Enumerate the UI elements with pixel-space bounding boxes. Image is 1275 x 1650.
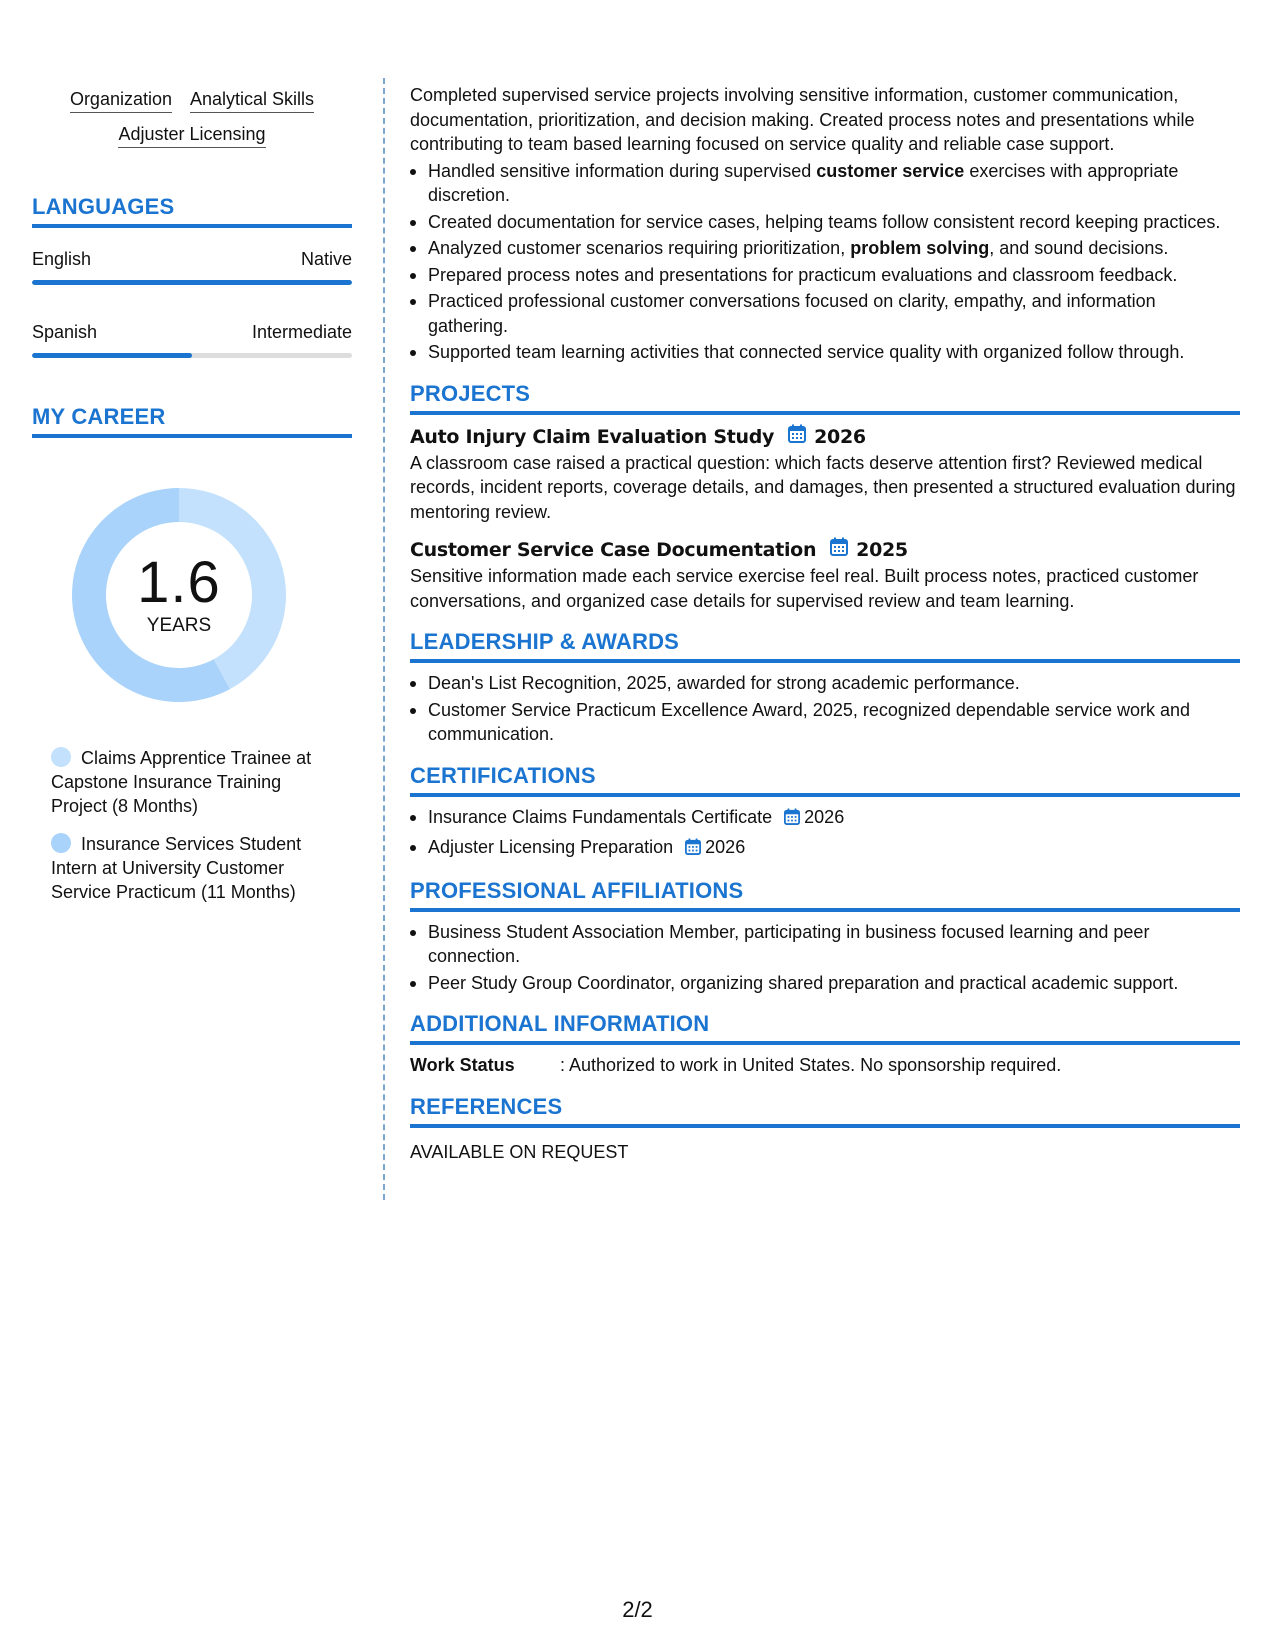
references-text: AVAILABLE ON REQUEST — [410, 1141, 629, 1162]
calendar-icon — [788, 423, 806, 451]
column-divider — [383, 78, 385, 1200]
calendar-icon — [830, 536, 848, 564]
certifications-section — [410, 761, 1240, 862]
career-legend-item — [51, 746, 332, 818]
project-description: Sensitive information made each service exercise feel real. Built process notes, practiced customer conversations, and organized case details for supervised review and team learning. — [410, 566, 1199, 611]
leadership-section — [410, 627, 1240, 747]
language-proficiency-fill — [32, 353, 192, 358]
certifications-heading: CERTIFICATIONS — [410, 761, 1240, 797]
career-total-value: 1.6 — [137, 550, 221, 615]
experience-bullets — [410, 159, 1240, 365]
bullet-text: Prepared process notes and presentations for practicum evaluations and classroom feedback. — [428, 264, 1178, 285]
projects-section — [410, 379, 1240, 614]
experience-bullet — [410, 210, 1240, 235]
leadership-item: Dean's List Recognition, 2025, awarded for strong academic performance. — [410, 671, 1240, 696]
languages-section — [32, 192, 352, 358]
bullet-text: , and sound decisions. — [989, 238, 1169, 258]
language-item — [32, 321, 352, 358]
affiliation-item: Business Student Association Member, participating in business focused learning and peer connection. — [410, 920, 1240, 969]
calendar-icon — [685, 837, 701, 862]
bullet-keyword: problem solving — [850, 238, 990, 258]
career-legend — [32, 746, 332, 904]
left-column — [32, 80, 352, 918]
language-level: Intermediate — [251, 322, 352, 342]
bullet-text: Supported team learning activities that connected service quality with organized follow through. — [428, 342, 1185, 362]
career-legend-text: Insurance Services Student Intern at University Customer Service Practicum (11 Months) — [51, 834, 302, 902]
page-number: 2/2 — [622, 1597, 653, 1622]
career-total-unit: YEARS — [146, 615, 212, 636]
language-proficiency-bar — [32, 353, 352, 358]
language-proficiency-bar — [32, 280, 352, 285]
certification-year: 2026 — [804, 806, 845, 827]
work-status-label: Work Status — [410, 1055, 515, 1075]
legend-dot-icon — [51, 747, 71, 767]
language-item — [32, 248, 352, 285]
skill-tag: Analytical Skills — [190, 88, 314, 113]
certification-name: Insurance Claims Fundamentals Certificate — [428, 806, 773, 827]
project-item — [410, 536, 1240, 613]
bullet-text: Handled sensitive information during supervised — [428, 160, 817, 181]
affiliations-heading: PROFESSIONAL AFFILIATIONS — [410, 876, 1240, 912]
project-name: Customer Service Case Documentation — [410, 539, 817, 561]
leadership-list — [410, 671, 1240, 747]
leadership-heading: LEADERSHIP & AWARDS — [410, 627, 1240, 663]
additional-info-heading: ADDITIONAL INFORMATION — [410, 1009, 1240, 1045]
career-section — [32, 402, 352, 904]
experience-bullet — [410, 340, 1240, 365]
leadership-item: Customer Service Practicum Excellence Award, 2025, recognized dependable service work and communication. — [410, 698, 1240, 747]
experience-bullet — [410, 263, 1240, 288]
affiliations-section — [410, 876, 1240, 996]
project-year: 2025 — [856, 539, 908, 561]
right-column — [410, 83, 1240, 1164]
experience-bullet — [410, 159, 1240, 208]
language-name: English — [32, 249, 92, 269]
skill-tag: Adjuster Licensing — [118, 123, 265, 148]
language-name: Spanish — [32, 322, 98, 342]
project-name: Auto Injury Claim Evaluation Study — [410, 425, 775, 448]
language-level: Native — [300, 249, 352, 269]
career-donut-chart — [64, 480, 294, 710]
certification-item — [410, 835, 1240, 862]
references-section — [410, 1092, 1240, 1165]
work-status-row — [410, 1053, 1240, 1078]
project-year: 2026 — [814, 425, 866, 448]
affiliation-item: Peer Study Group Coordinator, organizing shared preparation and practical academic support. — [410, 971, 1240, 996]
career-legend-item — [51, 832, 332, 904]
additional-info-section — [410, 1009, 1240, 1078]
certification-item — [410, 805, 1240, 832]
bullet-text: Analyzed customer scenarios requiring prioritization, — [428, 238, 851, 258]
references-heading: REFERENCES — [410, 1092, 1240, 1128]
career-legend-text: Claims Apprentice Trainee at Capstone Insurance Training Project (8 Months) — [51, 748, 312, 816]
experience-bullet — [410, 289, 1240, 338]
project-description: A classroom case raised a practical question: which facts deserve attention first? Reviewed medical records, incident reports, coverage details, and damages, then presented a structured evaluation during mentoring review. — [410, 452, 1236, 522]
skills-list — [32, 80, 352, 148]
projects-heading: PROJECTS — [410, 379, 1240, 415]
experience-summary: Completed supervised service projects involving sensitive information, customer communication, documentation, prioritization, and decision making. Created process notes and presentations while contributing to team based learning focused on service quality and reliable case support. — [410, 85, 1195, 154]
experience-section — [410, 83, 1240, 365]
donut-center — [64, 480, 294, 710]
bullet-keyword: customer service — [816, 160, 965, 181]
language-proficiency-fill — [32, 280, 352, 285]
certifications-list — [410, 805, 1240, 862]
languages-heading: LANGUAGES — [32, 192, 352, 228]
bullet-text: Created documentation for service cases, helping teams follow consistent record keeping practices. — [428, 211, 1221, 232]
languages-list — [32, 248, 352, 358]
experience-bullet — [410, 236, 1240, 261]
calendar-icon — [784, 807, 800, 832]
project-item — [410, 423, 1240, 525]
bullet-text: Practiced professional customer conversations focused on clarity, empathy, and information gathering. — [428, 291, 1156, 336]
certification-name: Adjuster Licensing Preparation — [428, 837, 674, 857]
bullet-text: exercises with appropriate discretion. — [428, 160, 1179, 205]
certification-year: 2026 — [705, 837, 746, 857]
work-status-value: : Authorized to work in United States. No sponsorship required. — [560, 1055, 1062, 1075]
skill-tag: Organization — [70, 88, 172, 113]
career-heading: MY CAREER — [32, 402, 352, 438]
legend-dot-icon — [51, 833, 71, 853]
affiliations-list — [410, 920, 1240, 996]
